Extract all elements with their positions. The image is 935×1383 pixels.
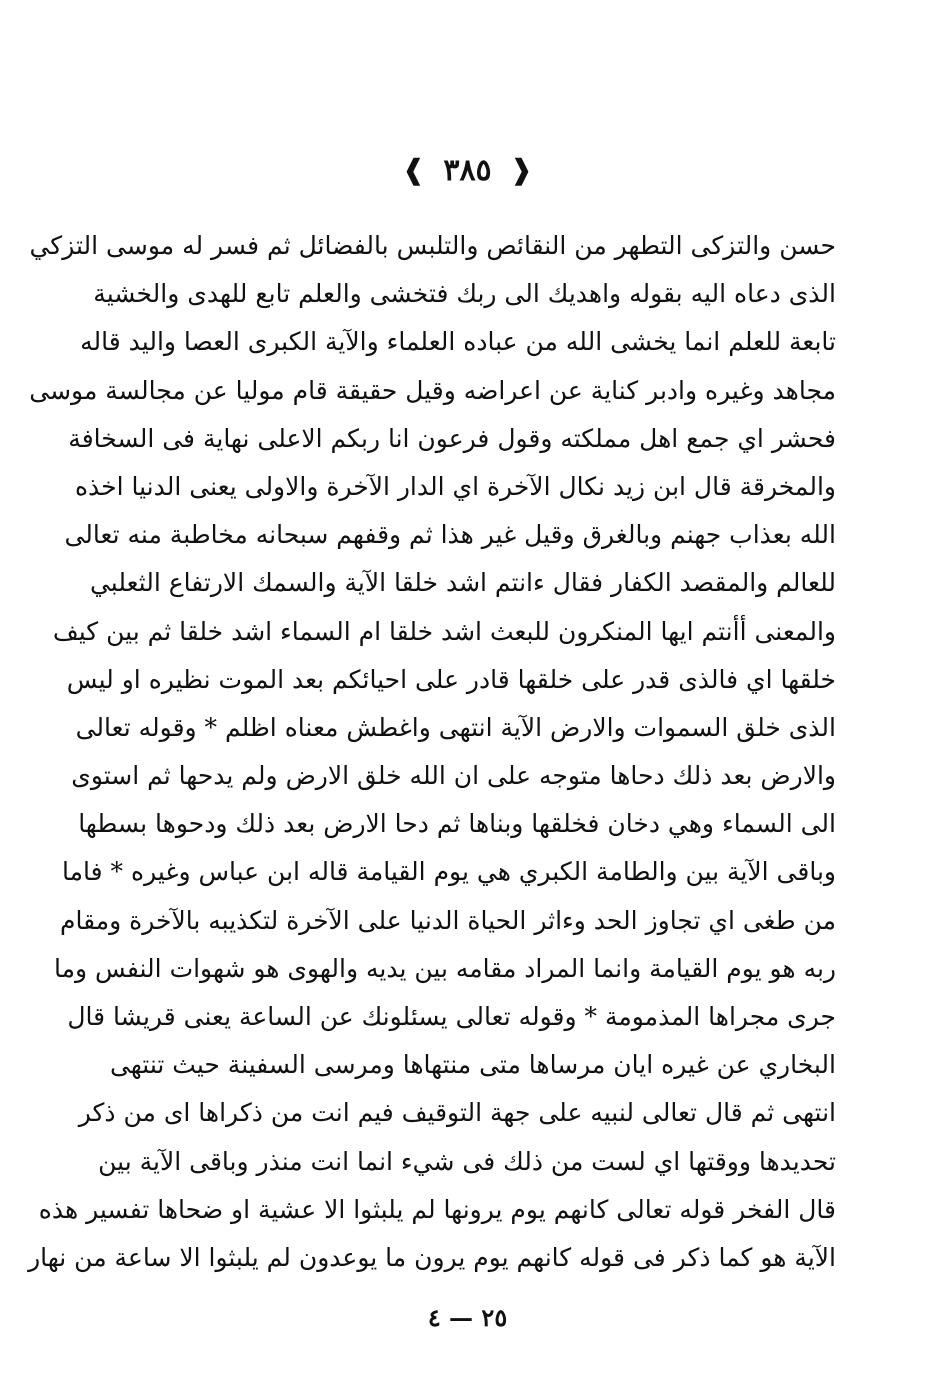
page-number: ٣٨٥ [443, 152, 492, 188]
floral-ornament-right-icon: ❱ [509, 153, 534, 186]
body-text [28, 222, 836, 1282]
text-line: والارض بعد ذلك دحاها متوجه على ان الله خلق الارض ولم يدحها ثم استوى [71, 761, 836, 791]
text-line: الآية هو كما ذكر فى قوله كانهم يوم يرون ما يوعدون لم يلبثوا الا ساعة من نهار [28, 1242, 836, 1272]
text-line: والمخرقة قال ابن زيد نكال الآخرة اي الدار الآخرة والاولى يعنى الدنيا اخذه [74, 471, 836, 501]
text-line: فحشر اي جمع اهل مملكته وقول فرعون انا ربكم الاعلى نهاية فى السخافة [68, 423, 836, 453]
floral-ornament-left-icon: ❰ [401, 153, 426, 186]
text-line: الذى دعاه اليه بقوله واهديك الى ربك فتخشى والعلم تابع للهدى والخشية [93, 279, 836, 309]
text-line: الذى خلق السموات والارض الآية انتهى واغطش معناه اظلم * وقوله تعالى [75, 712, 836, 742]
text-line: انتهى ثم قال تعالى لنبيه على جهة التوقيف فيم انت من ذكراها اى من ذكر [78, 1098, 836, 1128]
page-header [0, 148, 935, 192]
text-line: للعالم والمقصد الكفار فقال ءانتم اشد خلقا الآية والسمك الارتفاع الثعلبي [89, 568, 836, 598]
text-line: خلقها اي فالذى قدر على خلقها قادر على احيائكم بعد الموت نظيره او ليس [66, 664, 836, 694]
text-line: والمعنى أأنتم ايها المنكرون للبعث اشد خلقا ام السماء اشد خلقا ثم بين كيف [52, 616, 836, 646]
text-line: الى السماء وهي دخان فخلقها وبناها ثم دحا الارض بعد ذلك ودحوها بسطها [78, 809, 836, 839]
text-line: ربه هو يوم القيامة وانما المراد مقامه بين يديه والهوى هو شهوات النفس وما [53, 953, 836, 983]
text-line: تحديدها ووقتها اي لست من ذلك فى شيء انما انت منذر وباقى الآية بين [98, 1146, 836, 1176]
text-line: حسن والتزكى التطهر من النقائص والتلبس بالفضائل ثم فسر له موسى التزكي [29, 231, 836, 260]
text-line: وباقى الآية بين والطامة الكبري هي يوم القيامة قاله ابن عباس وغيره * فاما [62, 857, 836, 887]
text-line: قال الفخر قوله تعالى كانهم يوم يرونها لم يلبثوا الا عشية او ضحاها تفسير هذه [38, 1194, 836, 1224]
text-line: تابعة للعلم انما يخشى الله من عباده العلماء والآية الكبرى العصا واليد قاله [80, 327, 836, 357]
printer-signature: ٢٥ — ٤ [427, 1302, 508, 1332]
text-line: جرى مجراها المذمومة * وقوله تعالى يسئلونك عن الساعة يعنى قريشا قال [67, 1002, 836, 1031]
text-line: الله بعذاب جهنم وبالغرق وقيل غير هذا ثم وقفهم سبحانه مخاطبة منه تعالى [64, 520, 836, 550]
text-line: البخاري عن غيره ايان مرساها متى منتهاها ومرسى السفينة حيث تنتهى [109, 1050, 836, 1080]
text-line: من طغى اي تجاوز الحد وءاثر الحياة الدنيا على الآخرة لتكذيبه بالآخرة ومقام [59, 905, 836, 935]
text-line: مجاهد وغيره وادبر كناية عن اعراضه وقيل حقيقة قام موليا عن مجالسة موسى [29, 375, 836, 405]
